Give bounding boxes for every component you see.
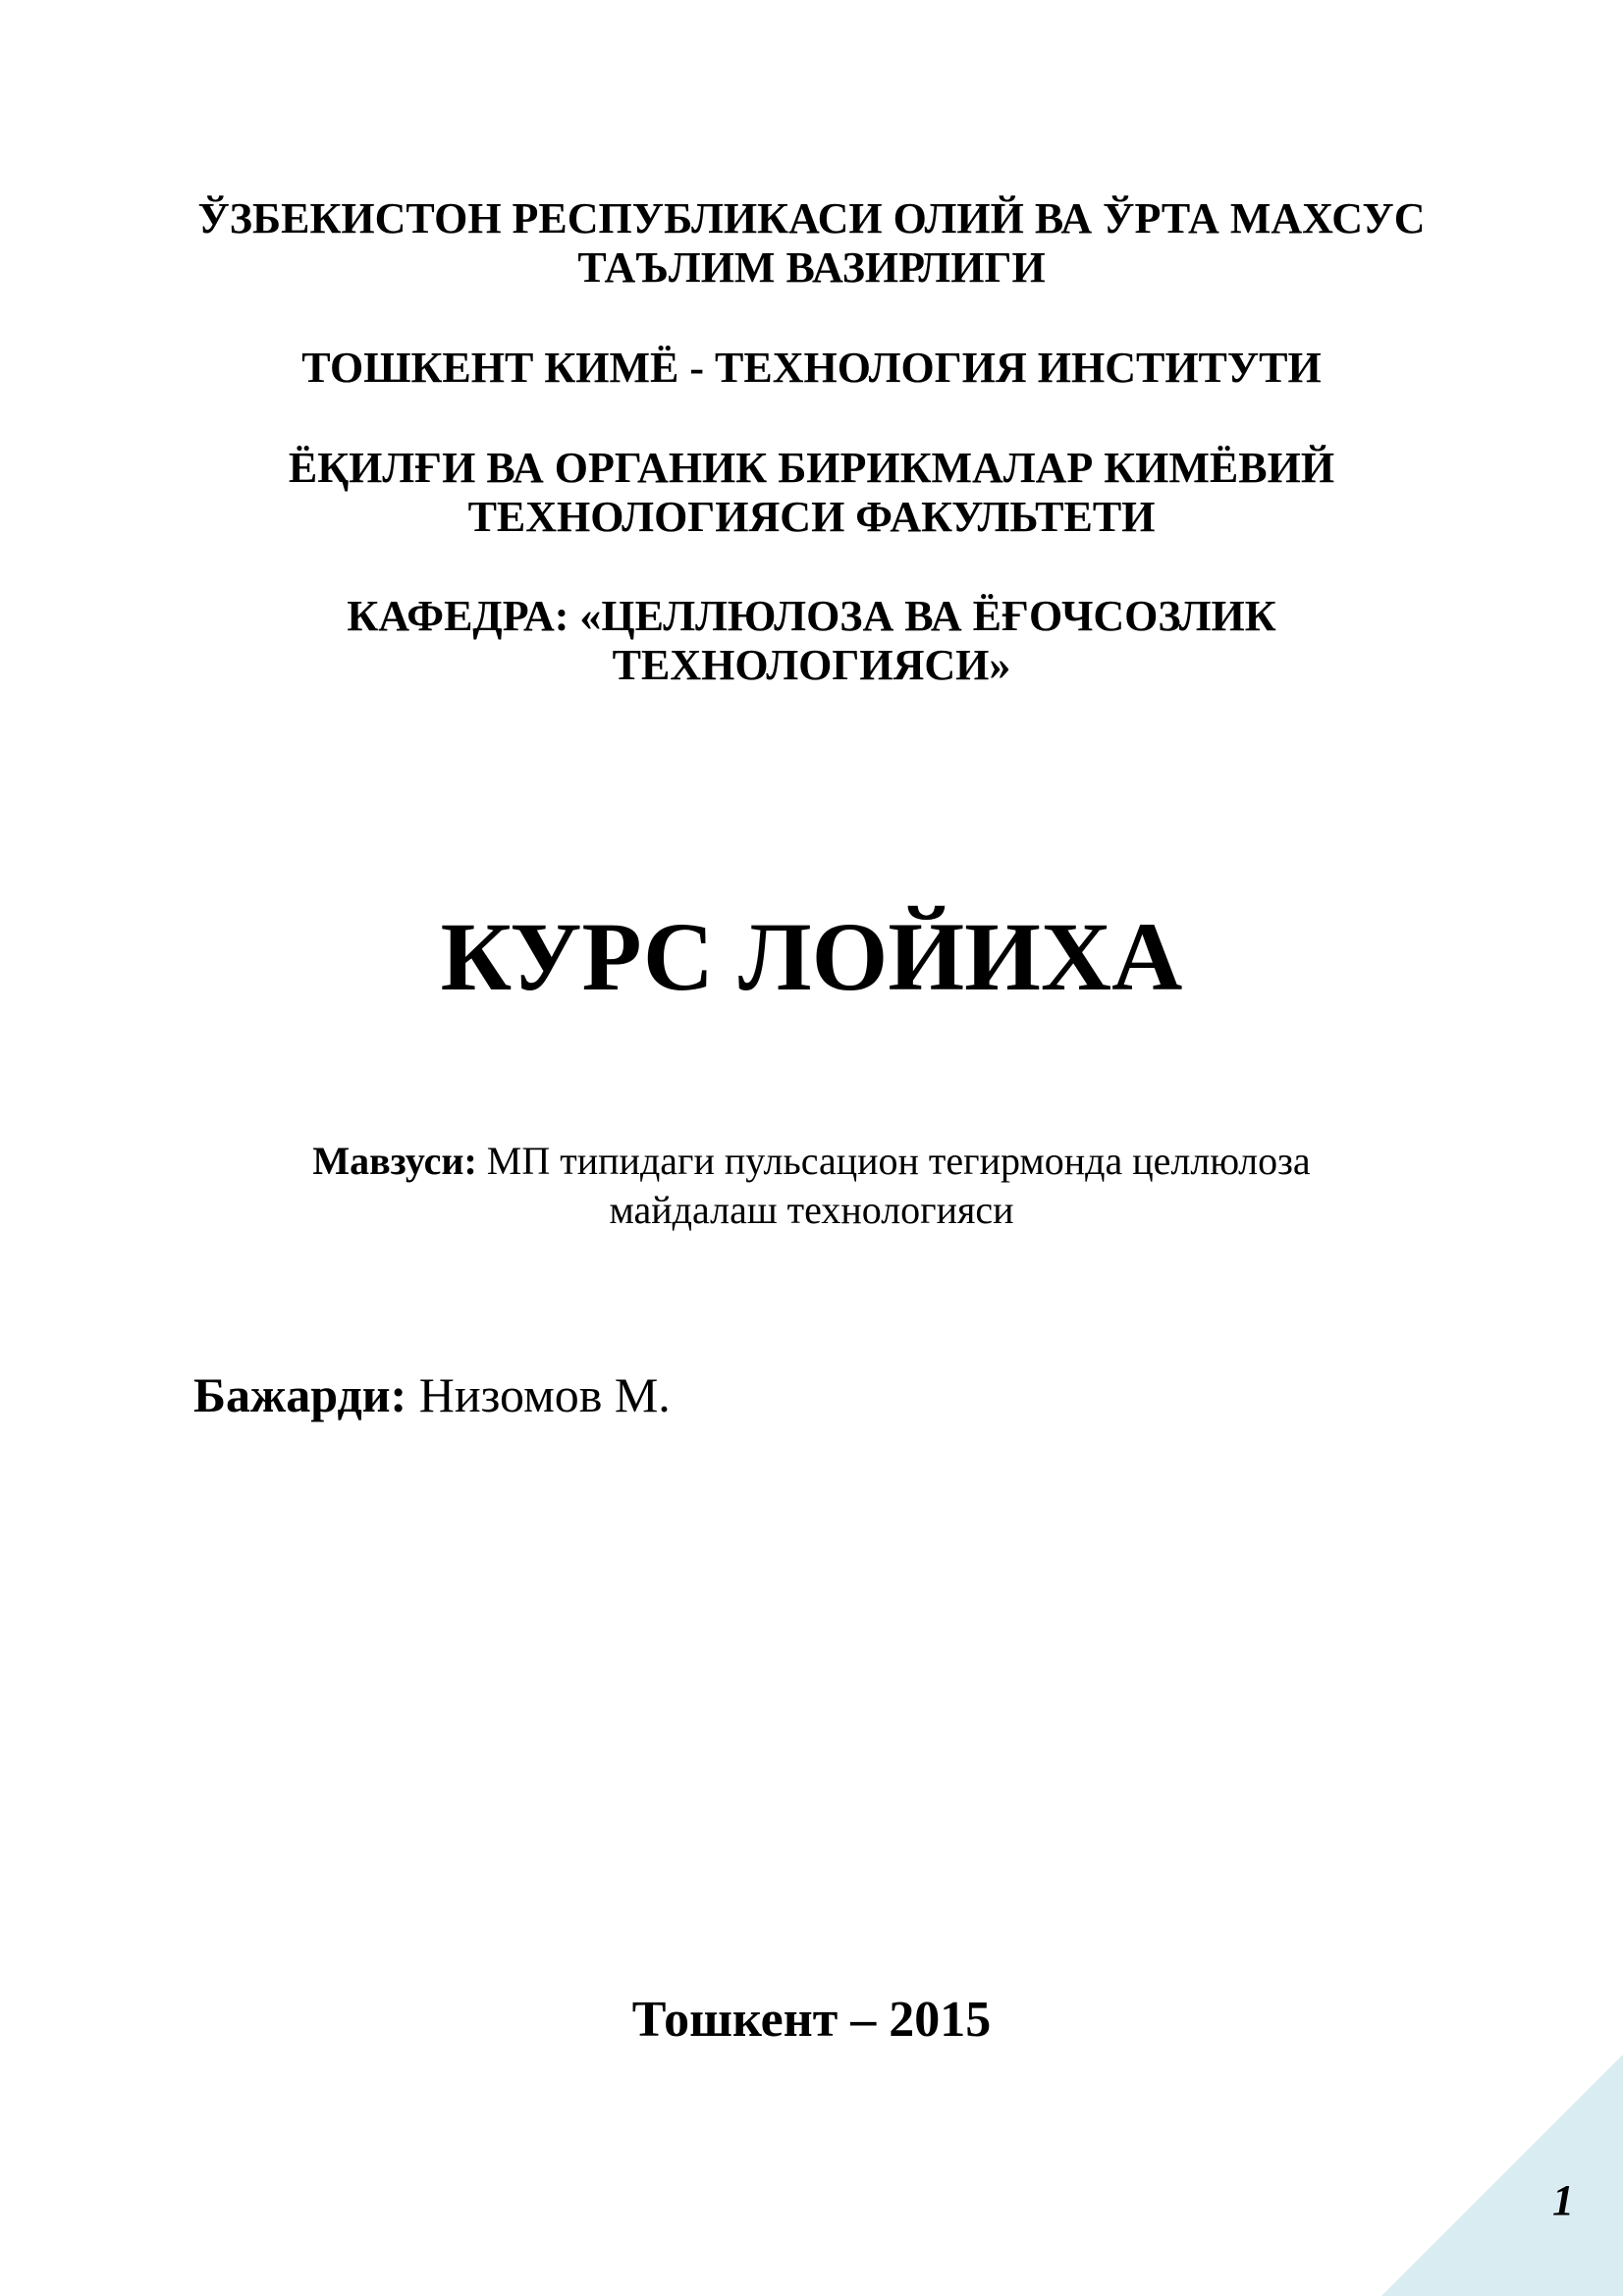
city-year: Тошкент – 2015 [631,1992,992,2048]
page-number: 1 [1552,2176,1574,2224]
institute-line: ТОШКЕНТ КИМЁ - ТЕХНОЛОГИЯ ИНСТИТУТИ [301,344,1322,392]
topic-line-1 [0,1137,1623,1186]
topic-line-2: майдалаш технологияси [609,1188,1014,1232]
institute-heading [0,344,1623,393]
topic-block [0,1137,1623,1235]
author-name: Низомов М. [406,1367,671,1422]
document-title: КУРС ЛОЙИХА [440,902,1183,1011]
department-line-1: КАФЕДРА: «ЦЕЛЛЮЛОЗА ВА ЁҒОЧСОЗЛИК [347,592,1276,640]
faculty-line-2: ТЕХНОЛОГИЯСИ ФАКУЛЬТЕТИ [467,493,1156,541]
corner-triangle-decoration [1381,2055,1623,2296]
topic-label: Мавзуси: [312,1139,477,1183]
author-label: Бажарди: [193,1367,407,1422]
ministry-line-1: ЎЗБЕКИСТОН РЕСПУБЛИКАСИ ОЛИЙ ВА ЎРТА МАХСУС [197,194,1426,242]
department-heading [0,592,1623,690]
ministry-line-2: ТАЪЛИМ ВАЗИРЛИГИ [577,243,1046,292]
faculty-heading [0,444,1623,542]
ministry-heading [0,194,1623,293]
department-line-2: ТЕХНОЛОГИЯСИ» [612,641,1011,689]
author-line [193,1365,671,1424]
topic-text-1: МП типидаги пульсацион тегирмонда целлюлоза [476,1139,1311,1183]
faculty-line-1: ЁҚИЛҒИ ВА ОРГАНИК БИРИКМАЛАР КИМЁВИЙ [288,444,1335,492]
